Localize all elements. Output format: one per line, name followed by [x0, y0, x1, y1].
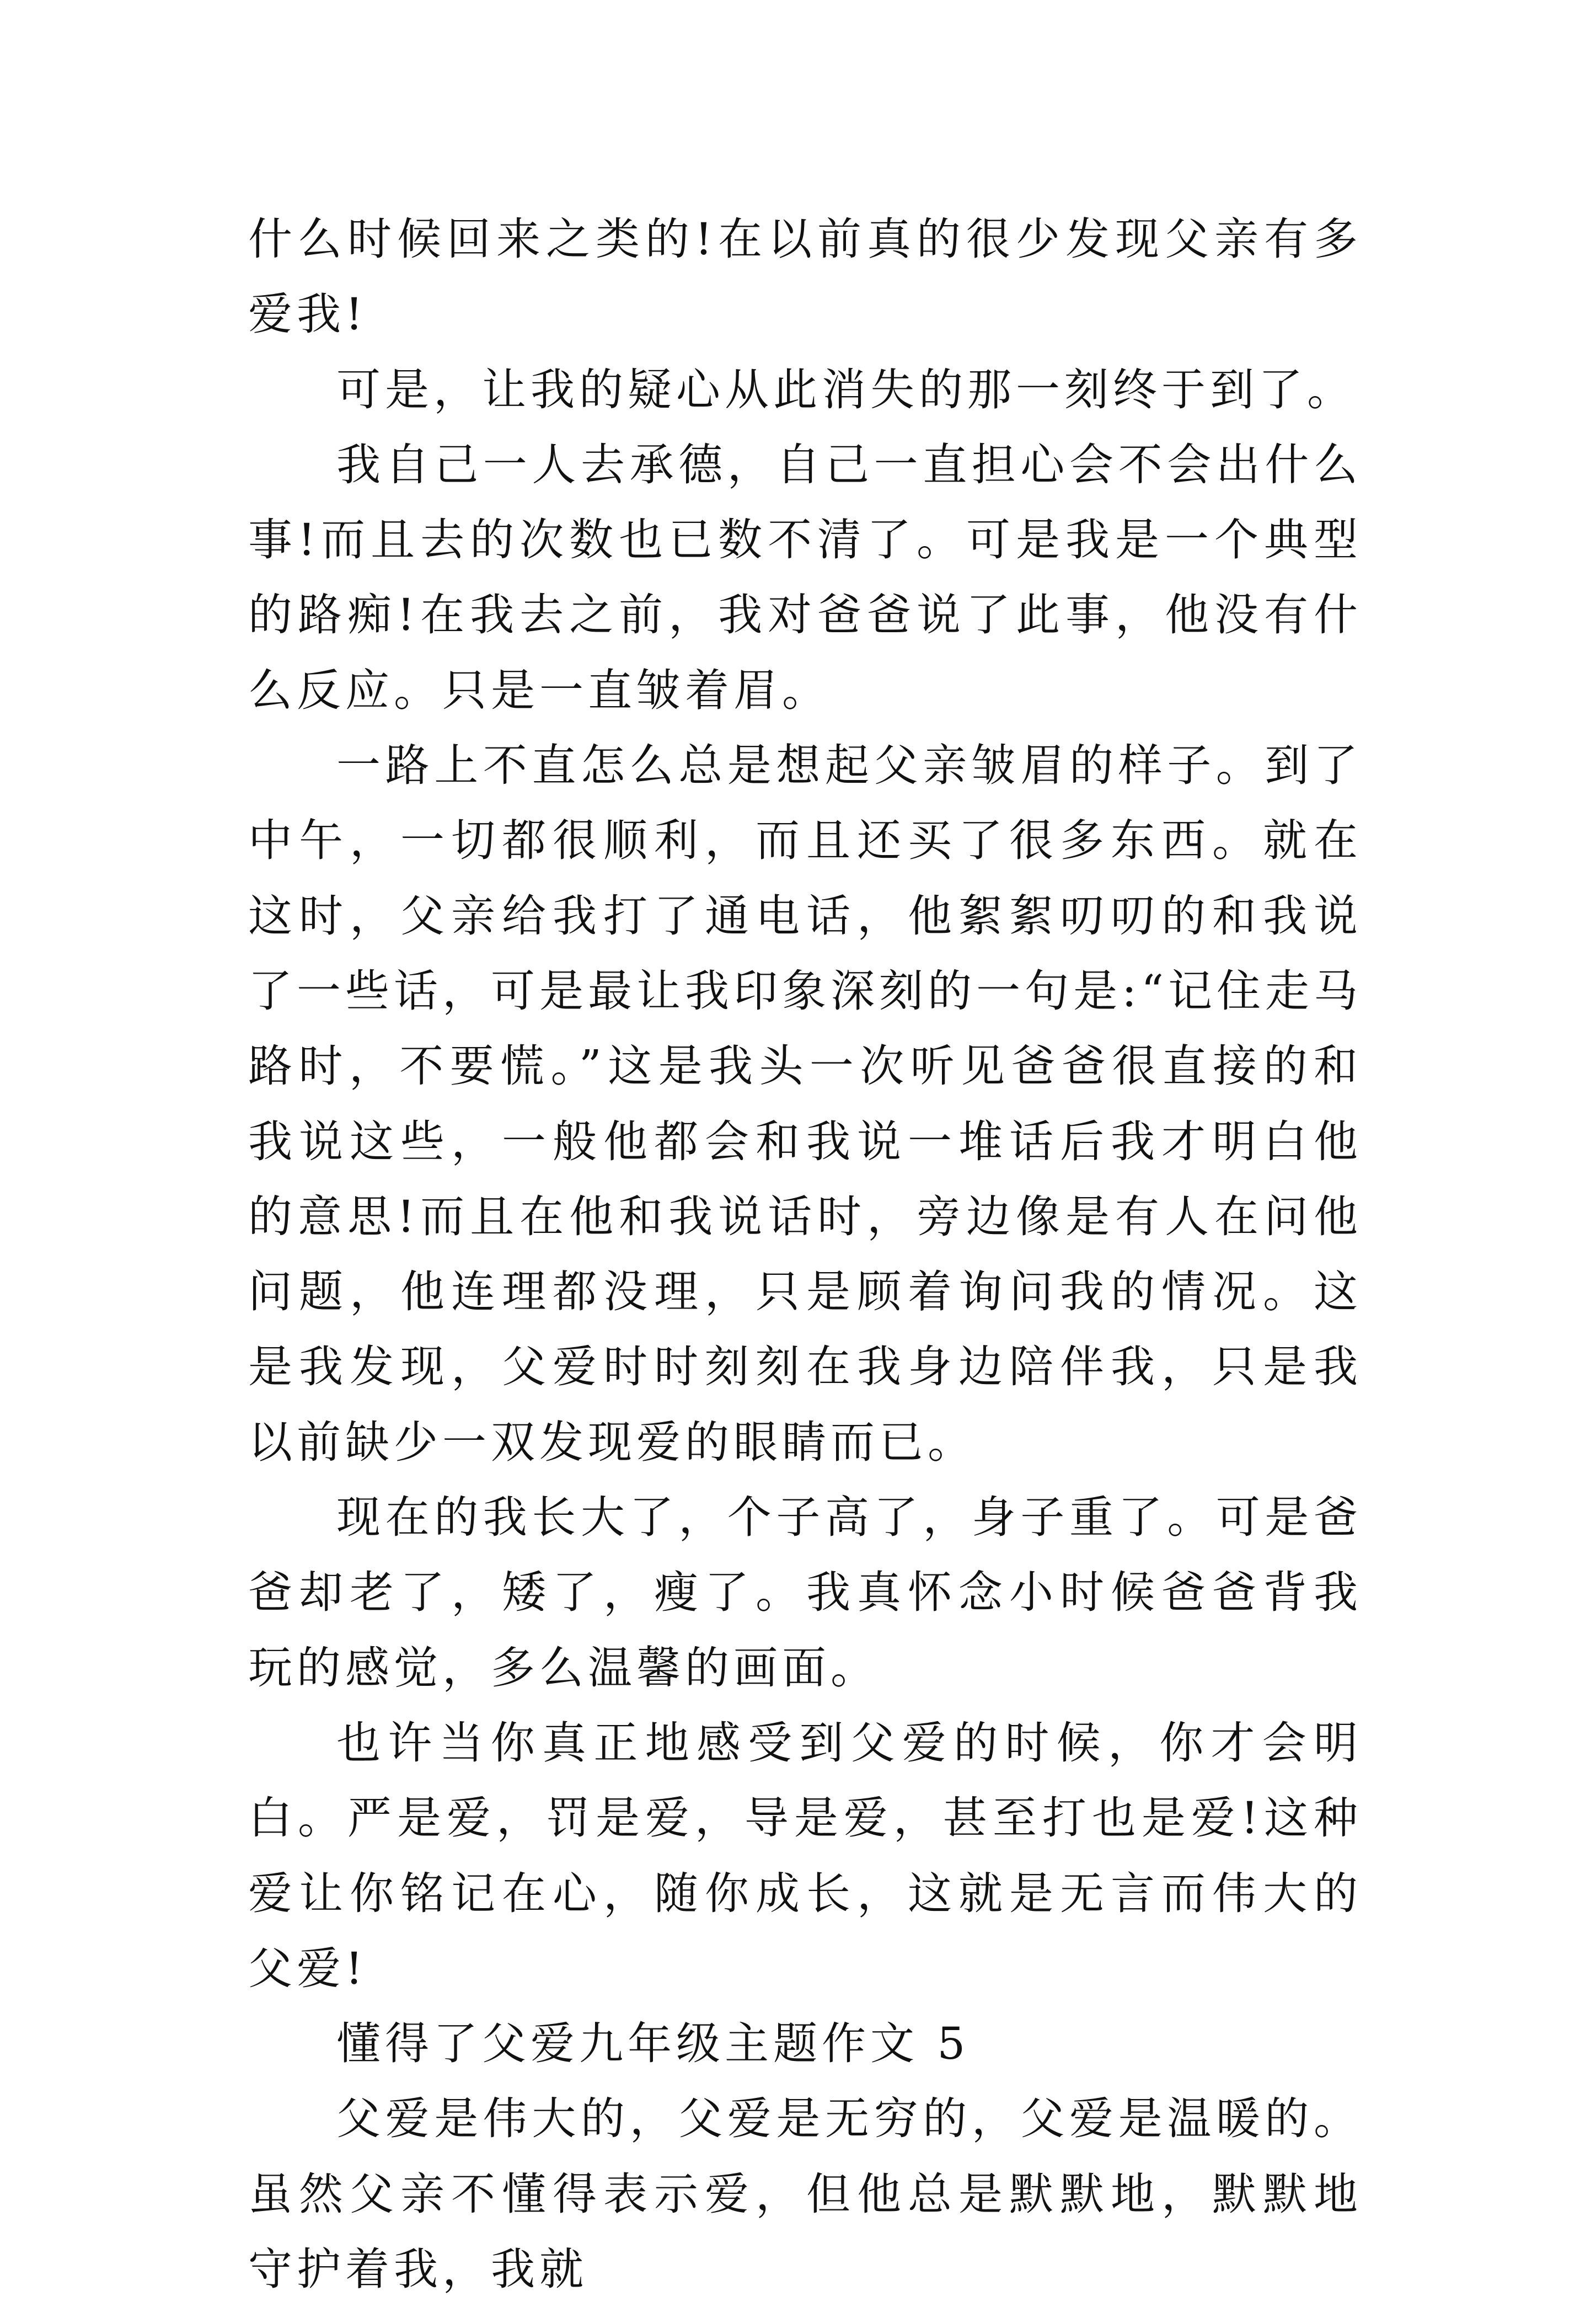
section-heading: 懂得了父爱九年级主题作文 5: [336, 2018, 970, 2070]
paragraph-3: 我自己一人去承德，自己一直担心会不会出什么事!而且去的次数也已数不清了。可是我是一个典型的路痴!在我去之前，我对爸爸说了此事，他没有什么反应。只是一直皱着眉。: [248, 439, 1362, 716]
paragraph-4: 一路上不直怎么总是想起父亲皱眉的样子。到了中午，一切都很顺利，而且还买了很多东西。就在这时，父亲给我打了通电话，他絮絮叨叨的和我说了一些话，可是最让我印象深刻的一句是:“记住走马路时，不要慌。”这是我头一次听见爸爸很直接的和我说这些，一般他都会和我说一堆话后我才明白他的意思!而且在他和我说话时，旁边像是有人在问他问题，他连理都没理，只是顾着询问我的情况。这是我发现，父爱时时刻刻在我身边陪伴我，只是我以前缺少一双发现爱的眼睛而已。: [248, 740, 1362, 1468]
paragraph-2: 可是，让我的疑心从此消失的那一刻终于到了。: [336, 364, 1356, 415]
paragraph-5: 现在的我长大了，个子高了，身子重了。可是爸爸却老了，矮了，瘦了。我真怀念小时候爸爸背我玩的感觉，多么温馨的画面。: [248, 1492, 1362, 1694]
paragraph-6: 也许当你真正地感受到父爱的时候，你才会明白。严是爱，罚是爱，导是爱，甚至打也是爱!这种爱让你铭记在心，随你成长，这就是无言而伟大的父爱!: [248, 1717, 1362, 1994]
body-text: [248, 202, 1362, 2307]
paragraph-7: 父爱是伟大的，父爱是无穷的，父爱是温暖的。虽然父亲不懂得表示爱，但他总是默默地，默默地守护着我，我就: [248, 2093, 1362, 2295]
paragraph-1: 什么时候回来之类的!在以前真的很少发现父亲有多爱我!: [248, 213, 1362, 340]
